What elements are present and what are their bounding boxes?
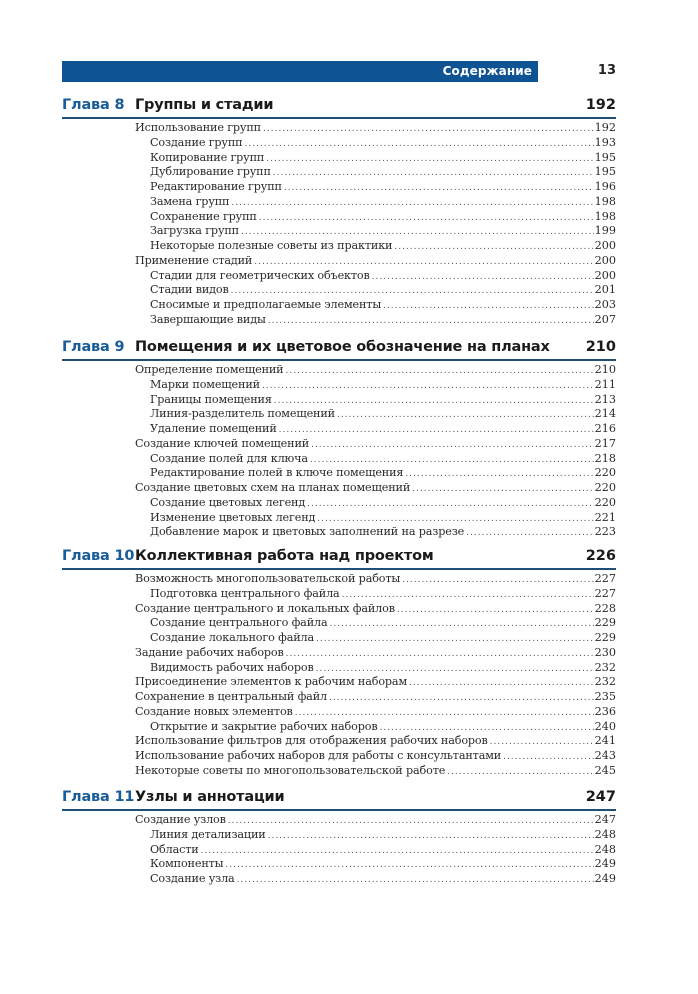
chapter-page-number: 210 (585, 339, 616, 355)
toc-subsection-entry (62, 828, 616, 843)
entry-title: Некоторые советы по многопользовательской работе (135, 763, 446, 777)
dot-leader (268, 829, 594, 844)
entry-title: Создание узла (150, 872, 235, 885)
chapter-heading (62, 95, 616, 119)
toc-section-entry (62, 121, 616, 136)
entry-page-number: 195 (594, 150, 616, 164)
entry-page-number: 193 (594, 135, 616, 149)
toc-subsection-entry (62, 151, 616, 166)
entry-page-number: 198 (594, 194, 616, 208)
entry-title: Копирование групп (150, 150, 265, 164)
entry-title: Подготовка центрального файла (150, 586, 340, 600)
dot-leader (273, 166, 594, 181)
entry-page-number: 216 (594, 422, 616, 435)
running-head-bar (62, 61, 538, 82)
chapter-section (62, 787, 616, 887)
chapter-section (62, 546, 616, 779)
chapter-page-number: 192 (585, 97, 616, 113)
chapter-label: Глава 10 (62, 548, 135, 564)
entry-title: Использование фильтров для отображения рабочих наборов (135, 734, 488, 748)
dot-leader (490, 735, 594, 750)
entry-title: Стадии для геометрических объектов (150, 268, 370, 282)
dot-leader (237, 873, 594, 888)
entry-title: Некоторые полезные советы из практики (150, 239, 393, 252)
entry-title: Возможность многопользовательской работы (135, 572, 401, 585)
entry-page-number: 247 (594, 813, 616, 826)
entry-page-number: 227 (594, 572, 616, 585)
dot-leader (394, 240, 593, 255)
entry-page-number: 220 (594, 495, 616, 509)
chapter-title: Группы и стадии (135, 97, 274, 113)
toc-section-entry (62, 764, 616, 779)
dot-leader (201, 844, 594, 859)
toc-subsection-entry (62, 616, 616, 631)
entry-title: Создание новых элементов (135, 704, 293, 718)
entry-page-number: 229 (594, 616, 616, 630)
toc-subsection-entry (62, 195, 616, 210)
entry-page-number: 195 (594, 165, 616, 179)
entry-page-number: 196 (594, 180, 616, 193)
toc-subsection-entry (62, 283, 616, 298)
toc-subsection-entry (62, 407, 616, 422)
dot-leader (228, 814, 594, 829)
toc-subsection-entry (62, 843, 616, 858)
chapter-title: Коллективная работа над проектом (135, 548, 434, 564)
entry-page-number: 232 (594, 660, 616, 674)
dot-leader (231, 284, 594, 299)
toc-subsection-entry (62, 136, 616, 151)
toc-subsection-entry (62, 224, 616, 239)
entry-title: Создание цветовых легенд (150, 495, 306, 509)
entry-page-number: 228 (594, 601, 616, 615)
dot-leader (402, 573, 593, 588)
entry-page-number: 221 (594, 510, 616, 524)
entry-page-number: 249 (594, 872, 616, 885)
entry-page-number: 214 (594, 407, 616, 421)
entry-title: Создание центрального и локальных файлов (135, 601, 395, 615)
entry-title: Области (150, 842, 199, 856)
entry-title: Редактирование групп (150, 180, 282, 193)
dot-leader (231, 196, 593, 211)
toc-subsection-entry (62, 857, 616, 872)
dot-leader (466, 526, 594, 541)
entry-title: Дублирование групп (150, 165, 271, 179)
dot-leader (268, 314, 594, 329)
entry-page-number: 243 (594, 749, 616, 762)
chapter-heading (62, 337, 616, 361)
toc-section-entry (62, 675, 616, 690)
entry-page-number: 240 (594, 719, 616, 733)
chapter-section (62, 95, 616, 328)
entry-page-number: 200 (594, 253, 616, 267)
toc-subsection-entry (62, 720, 616, 735)
chapter-section (62, 337, 616, 540)
chapter-label: Глава 8 (62, 97, 125, 113)
entry-page-number: 229 (594, 631, 616, 644)
toc-section-entry (62, 646, 616, 661)
toc-subsection-entry (62, 872, 616, 887)
running-head-title: Содержание (442, 64, 532, 78)
dot-leader (241, 225, 594, 240)
entry-title: Создание групп (150, 135, 243, 149)
toc-subsection-entry (62, 393, 616, 408)
dot-leader (310, 453, 594, 468)
entry-page-number: 248 (594, 842, 616, 856)
entry-page-number: 245 (594, 763, 616, 777)
dot-leader (254, 255, 593, 270)
toc-subsection-entry (62, 511, 616, 526)
dot-leader (447, 765, 593, 780)
entry-title: Создание узлов (135, 813, 226, 826)
entry-title: Применение стадий (135, 253, 253, 267)
toc-subsection-entry (62, 422, 616, 437)
toc-subsection-entry (62, 298, 616, 313)
entry-title: Удаление помещений (150, 422, 277, 435)
entry-page-number: 235 (594, 690, 616, 703)
toc-subsection-entry (62, 210, 616, 225)
entry-page-number: 227 (594, 586, 616, 600)
chapter-title: Помещения и их цветовое обозначение на планах (135, 339, 550, 355)
chapter-entries (62, 813, 616, 887)
entry-page-number: 213 (594, 392, 616, 406)
dot-leader (311, 438, 594, 453)
entry-page-number: 198 (594, 209, 616, 223)
entry-page-number: 236 (594, 704, 616, 718)
dot-leader (263, 122, 594, 137)
toc-section-entry (62, 690, 616, 705)
toc-section-entry (62, 363, 616, 378)
dot-leader (329, 691, 594, 706)
dot-leader (383, 299, 594, 314)
entry-page-number: 223 (594, 525, 616, 539)
toc-subsection-entry (62, 525, 616, 540)
toc-subsection-entry (62, 313, 616, 328)
chapter-heading (62, 546, 616, 570)
entry-title: Загрузка групп (150, 224, 239, 238)
entry-title: Завершающие виды (150, 312, 266, 326)
toc-subsection-entry (62, 661, 616, 676)
dot-leader (317, 512, 593, 527)
entry-page-number: 201 (594, 283, 616, 297)
entry-title: Стадии видов (150, 283, 229, 297)
dot-leader (405, 467, 593, 482)
entry-title: Сохранение в центральный файл (135, 690, 327, 703)
entry-page-number: 248 (594, 827, 616, 841)
entry-title: Присоединение элементов к рабочим наборам (135, 675, 408, 689)
entry-title: Марки помещений (150, 377, 260, 391)
dot-leader (295, 706, 594, 721)
dot-leader (286, 647, 594, 662)
toc-section-entry (62, 437, 616, 452)
entry-title: Создание полей для ключа (150, 451, 308, 465)
toc-section-entry (62, 749, 616, 764)
chapter-label: Глава 11 (62, 789, 135, 805)
entry-title: Границы помещения (150, 392, 272, 406)
toc-section-entry (62, 254, 616, 269)
entry-title: Создание цветовых схем на планах помещений (135, 481, 411, 494)
dot-leader (274, 394, 594, 409)
entry-page-number: 249 (594, 857, 616, 871)
dot-leader (286, 364, 594, 379)
entry-page-number: 211 (594, 377, 616, 391)
entry-title: Замена групп (150, 194, 230, 208)
dot-leader (262, 379, 594, 394)
toc-subsection-entry (62, 269, 616, 284)
dot-leader (225, 858, 593, 873)
toc-subsection-entry (62, 496, 616, 511)
toc-subsection-entry (62, 165, 616, 180)
toc-subsection-entry (62, 239, 616, 254)
entry-page-number: 217 (594, 436, 616, 450)
dot-leader (316, 632, 594, 647)
toc-subsection-entry (62, 378, 616, 393)
page-number: 13 (597, 63, 616, 78)
entry-title: Создание локального файла (150, 631, 315, 644)
toc-subsection-entry (62, 587, 616, 602)
entry-title: Создание центрального файла (150, 616, 328, 630)
toc-subsection-entry (62, 180, 616, 195)
toc-section-entry (62, 813, 616, 828)
chapter-entries (62, 363, 616, 540)
entry-page-number: 203 (594, 298, 616, 311)
entry-title: Добавление марок и цветовых заполнений на разрезе (150, 525, 465, 539)
entry-page-number: 232 (594, 675, 616, 689)
dot-leader (316, 662, 594, 677)
entry-title: Открытие и закрытие рабочих наборов (150, 719, 378, 733)
entry-title: Редактирование полей в ключе помещения (150, 466, 404, 480)
dot-leader (330, 617, 594, 632)
entry-page-number: 230 (594, 645, 616, 659)
dot-leader (379, 721, 593, 736)
entry-page-number: 220 (594, 481, 616, 494)
chapter-title: Узлы и аннотации (135, 789, 285, 805)
dot-leader (266, 152, 593, 167)
entry-title: Линия детализации (150, 827, 266, 841)
dot-leader (307, 497, 594, 512)
toc-subsection-entry (62, 466, 616, 481)
entry-title: Определение помещений (135, 363, 284, 376)
dot-leader (372, 270, 594, 285)
entry-page-number: 199 (594, 224, 616, 238)
dot-leader (503, 750, 594, 765)
entry-title: Линия-разделитель помещений (150, 407, 335, 421)
entry-page-number: 210 (594, 363, 616, 376)
toc-subsection-entry (62, 452, 616, 467)
dot-leader (244, 137, 593, 152)
entry-page-number: 218 (594, 451, 616, 465)
entry-page-number: 192 (594, 121, 616, 134)
toc-section-entry (62, 705, 616, 720)
dot-leader (337, 408, 594, 423)
entry-page-number: 200 (594, 239, 616, 252)
entry-title: Сносимые и предполагаемые элементы (150, 298, 382, 311)
dot-leader (279, 423, 594, 438)
entry-page-number: 207 (594, 312, 616, 326)
entry-title: Сохранение групп (150, 209, 257, 223)
dot-leader (284, 181, 594, 196)
entry-title: Задание рабочих наборов (135, 645, 284, 659)
toc-section-entry (62, 481, 616, 496)
dot-leader (412, 482, 594, 497)
chapter-entries (62, 572, 616, 779)
entry-title: Использование групп (135, 121, 261, 134)
toc-section-entry (62, 602, 616, 617)
toc-section-entry (62, 734, 616, 749)
chapter-page-number: 247 (585, 789, 616, 805)
dot-leader (397, 603, 594, 618)
entry-page-number: 220 (594, 466, 616, 480)
chapter-heading (62, 787, 616, 811)
entry-title: Видимость рабочих наборов (150, 660, 314, 674)
dot-leader (259, 211, 594, 226)
toc-section-entry (62, 572, 616, 587)
entry-title: Использование рабочих наборов для работы с консультантами (135, 749, 502, 762)
entry-title: Изменение цветовых легенд (150, 510, 316, 524)
entry-page-number: 200 (594, 268, 616, 282)
dot-leader (409, 676, 594, 691)
chapter-entries (62, 121, 616, 328)
toc-subsection-entry (62, 631, 616, 646)
dot-leader (342, 588, 594, 603)
chapter-page-number: 226 (585, 548, 616, 564)
entry-title: Создание ключей помещений (135, 436, 310, 450)
entry-page-number: 241 (594, 734, 616, 748)
chapter-label: Глава 9 (62, 339, 125, 355)
entry-title: Компоненты (150, 857, 224, 871)
